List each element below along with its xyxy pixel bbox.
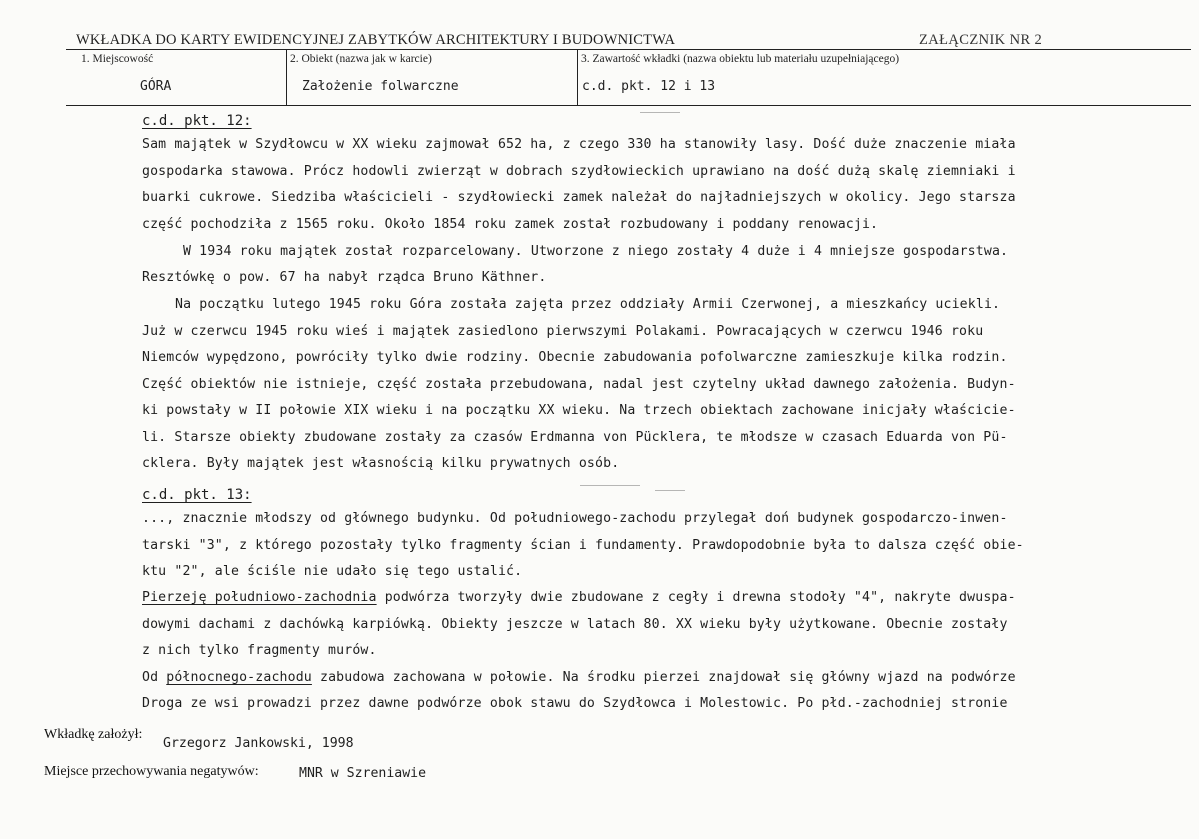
text-line: cklera. Były majątek jest własnością kilku prywatnych osób. [142, 456, 620, 471]
author-label: Wkładkę założył: [44, 727, 143, 742]
field-label-object: 2. Obiekt (nazwa jak w karcie) [290, 53, 432, 65]
storage-value: MNR w Szreniawie [299, 766, 427, 781]
section-12-heading: c.d. pkt. 12: [142, 113, 252, 129]
text-line: z nich tylko fragmenty murów. [142, 643, 377, 658]
form-bottom-border [66, 105, 1191, 106]
text-line [142, 670, 1016, 685]
section-13-heading: c.d. pkt. 13: [142, 487, 252, 503]
text-line: ki powstały w II połowie XIX wieku i na początku XX wieku. Na trzech obiektach zachowane inicjały właściciе- [142, 403, 1016, 418]
text-line-rest: zabudowa zachowana w połowie. Na środku pierzei znajdował się główny wjazd na podwórze [320, 670, 1016, 685]
scan-mark [640, 112, 680, 113]
text-line: W 1934 roku majątek został rozparcelowany. Utworzone z niego zostały 4 duże i 4 mniejsze gospodarstwa. [183, 244, 1009, 259]
underlined-phrase: Pierzeję południowo-zachodnia [142, 590, 377, 605]
text-line: część pochodziła z 1565 roku. Około 1854 roku zamek został rozbudowany i poddany renowacji. [142, 217, 879, 232]
text-line: buarki cukrowe. Siedziba właścicieli - szydłowiecki zamek należał do najładniejszych w okolicy. Jego starsza [142, 190, 1016, 205]
text-line: Droga ze wsi prowadzi przez dawne podwórze obok stawu do Szydłowca i Molestowic. Po płd.-zachodniej stronie [142, 696, 1008, 711]
text-line-rest: podwórza tworzyły dwie zbudowane z cegły i drewna stodoły "4", nakryte dwuspa- [384, 590, 1016, 605]
field-label-locality: 1. Miejscowość [81, 53, 154, 65]
text-line: Resztówkę o pow. 67 ha nabył rządca Bruno Käthner. [142, 270, 547, 285]
field-value-object: Założenie folwarczne [302, 79, 459, 94]
underlined-phrase: północnego-zachodu [166, 670, 312, 685]
storage-label: Miejsce przechowywania negatywów: [44, 764, 259, 779]
document-title: WKŁADKA DO KARTY EWIDENCYJNEJ ZABYTKÓW ARCHITEKTURY I BUDOWNICTWA [76, 32, 676, 48]
text-line: Na początku lutego 1945 roku Góra została zajęta przez oddziały Armii Czerwonej, a mieszkańcy uciekli. [175, 297, 1001, 312]
text-line-start: Od [142, 670, 159, 685]
scan-mark [580, 485, 640, 486]
field-value-contents: c.d. pkt. 12 i 13 [582, 79, 716, 94]
form-top-border [66, 49, 1191, 50]
text-line: gospodarka stawowa. Prócz hodowli zwierząt w dobrach szydłowieckich uprawiano na dość dużą skalę ziemniaki i [142, 164, 1016, 179]
text-line: Już w czerwcu 1945 roku wieś i majątek zasiedlono pierwszymi Polakami. Powracających w czerwcu 1946 roku [142, 324, 984, 339]
form-divider-1 [286, 49, 287, 105]
text-line: ktu "2", ale ściśle nie udało się tego ustalić. [142, 564, 523, 579]
text-line: Sam majątek w Szydłowcu w XX wieku zajmował 652 ha, z czego 330 ha stanowiły lasy. Dość duże znaczenie miała [142, 137, 1016, 152]
text-line [142, 590, 1016, 605]
form-divider-2 [577, 49, 578, 105]
text-line: tarski "3", z którego pozostały tylko fragmenty ścian i fundamenty. Prawdopodobnie była to dalsza część obie- [142, 538, 1024, 553]
text-line: ..., znacznie młodszy od głównego budynku. Od południowego-zachodu przylegał doń budynek gospodarczo-inwen- [142, 511, 1008, 526]
text-line: li. Starsze obiekty zbudowane zostały za czasów Erdmanna von Pücklera, te młodsze w czasach Eduarda von Pü- [142, 430, 1008, 445]
scan-mark [655, 490, 685, 491]
text-line: dowymi dachami z dachówką karpiówką. Obiekty jeszcze w latach 80. XX wieku były użytkowane. Obecnie zostały [142, 617, 1008, 632]
field-label-contents: 3. Zawartość wkładki (nazwa obiektu lub materiału uzupełniającego) [581, 53, 900, 65]
text-line: Część obiektów nie istnieje, część została przebudowana, nadal jest czytelny układ dawnego założenia. Budyn- [142, 377, 1016, 392]
author-value: Grzegorz Jankowski, 1998 [163, 736, 354, 751]
text-line: Niemców wypędzono, powróciły tylko dwie rodziny. Obecnie zabudowania pofolwarczne zamieszkuje kilka rodzin. [142, 350, 1008, 365]
annex-number: ZAŁĄCZNIK NR 2 [919, 32, 1043, 48]
field-value-locality: GÓRA [140, 79, 172, 94]
